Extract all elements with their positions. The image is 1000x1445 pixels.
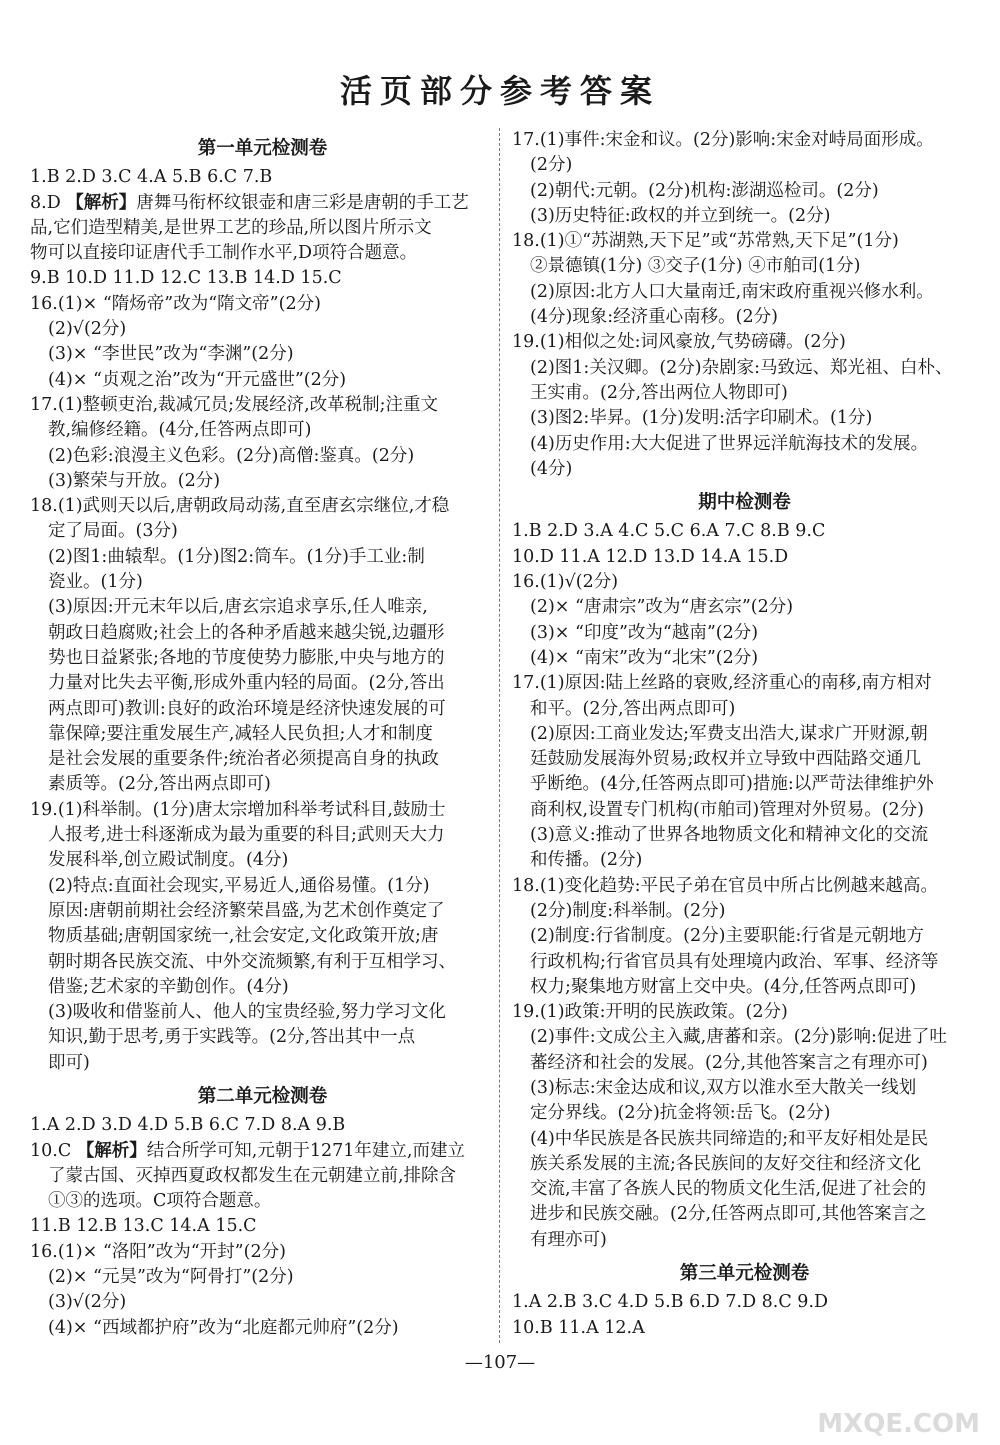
- answer-line: 势也日益紧张;各地的节度使势力膨胀,中央与地方的: [48, 647, 445, 668]
- answer-line: 权力;聚集地方财富上交中央。(4分,任答两点即可): [530, 976, 917, 997]
- answer-line: 进步和民族交融。(2分,任答两点即可,其他答案言之: [530, 1204, 927, 1225]
- answer-line: 了蒙古国、灭掉西夏政权都发生在元朝建立前,排除含: [48, 1165, 457, 1186]
- answer-line: 素质等。(2分,答出两点即可): [48, 774, 271, 795]
- answer-line: 有理亦可): [530, 1229, 607, 1250]
- answer-line: 16.(1)× “洛阳”改为“开封”(2分): [30, 1241, 286, 1262]
- answer-line: 朝政日趋腐败;社会上的各种矛盾越来越尖锐,边疆形: [48, 622, 445, 643]
- answer-line: 教,编修经籍。(4分,任答两点即可): [48, 420, 312, 441]
- analysis-tag: 【解析】: [66, 192, 137, 213]
- left-column: [30, 128, 495, 1348]
- answer-line: (3)图2:毕昇。(1分)发明:活字印刷术。(1分): [530, 408, 873, 429]
- answer-line: 借鉴;艺术家的辛勤创作。(4分): [48, 976, 289, 997]
- answer-line: 物质基础;唐朝国家统一,社会安定,文化政策开放;唐: [48, 926, 439, 947]
- answer-line: 18.(1)变化趋势:平民子弟在官员中所占比例越来越高。: [512, 875, 939, 896]
- answer-number: 10.C: [30, 1140, 77, 1161]
- answer-line: (2分)制度:科举制。(2分): [530, 900, 726, 921]
- section-heading: 第二单元检测卷: [197, 1085, 328, 1107]
- section-heading: 第一单元检测卷: [197, 138, 328, 159]
- answer-line: (2)制度:行省制度。(2分)主要职能:行省是元朝地方: [530, 926, 924, 947]
- answer-line: 是社会发展的重要条件;统治者必须提高自身的执政: [48, 749, 439, 770]
- answer-line: 乎断绝。(4分,任答两点即可)措施:以严苛法律维护外: [530, 774, 934, 795]
- answer-line: (4)× “贞观之治”改为“开元盛世”(2分): [48, 369, 347, 390]
- column-divider: [499, 128, 500, 1343]
- answer-line: (4)× “西域都护府”改为“北庭都元帅府”(2分): [48, 1317, 399, 1338]
- answer-text: 唐舞马衔杯纹银壶和唐三彩是唐朝的手工艺: [136, 192, 469, 213]
- answer-line: 17.(1)原因:陆上丝路的衰败,经济重心的南移,南方相对: [512, 673, 932, 694]
- watermark-text: MXQE.COM: [817, 1409, 980, 1439]
- answer-line: (2)图1:曲辕犁。(1分)图2:筒车。(1分)手工业:制: [48, 546, 425, 567]
- answer-line: 19.(1)科举制。(1分)唐太宗增加科举考试科目,鼓励士: [30, 799, 446, 820]
- answer-line: 1.B 2.D 3.A 4.C 5.C 6.A 7.C 8.B 9.C: [512, 521, 826, 542]
- answer-line: (3)√(2分): [48, 1292, 127, 1313]
- page-number: —107—: [464, 1352, 536, 1373]
- answer-line: (3)吸收和借鉴前人、他人的宝贵经验,努力学习文化: [48, 1002, 446, 1023]
- answer-line: (4)历史作用:大大促进了世界远洋航海技术的发展。: [530, 433, 929, 454]
- answer-line: 王实甫。(2分,答出两位人物即可): [530, 382, 788, 403]
- answer-line: 瓷业。(1分): [48, 572, 143, 593]
- answer-line: 朝时期各民族交流、中外交流频繁,有利于互相学习、: [48, 951, 457, 972]
- answer-line: 行政机构;行省官员具有处理境内政治、军事、经济等: [530, 951, 939, 972]
- answer-line: 发展科举,创立殿试制度。(4分): [48, 850, 289, 871]
- answer-line: (2)事件:文成公主入藏,唐蕃和亲。(2分)影响:促进了吐: [530, 1027, 947, 1048]
- answer-line: 17.(1)事件:宋金和议。(2分)影响:宋金对峙局面形成。: [512, 130, 934, 150]
- answer-line: (4分): [530, 458, 573, 479]
- right-column: [512, 128, 977, 1348]
- page-title: 活页部分参考答案: [339, 72, 660, 110]
- answer-line: 18.(1)①“苏湖熟,天下足”或“苏常熟,天下足”(1分): [512, 231, 899, 252]
- section-heading: 第三单元检测卷: [679, 1263, 810, 1285]
- answer-line: 9.B 10.D 11.D 12.C 13.B 14.D 15.C: [30, 268, 342, 289]
- answer-line: 原因:唐朝前期社会经济繁荣昌盛,为艺术创作奠定了: [48, 900, 445, 921]
- answer-line: ②景德镇(1分) ③交子(1分) ④市舶司(1分): [530, 256, 861, 277]
- answer-line: (3)历史特征:政权的并立到统一。(2分): [530, 205, 831, 226]
- answer-line: 商利权,设置专门机构(市舶司)管理对外贸易。(2分): [530, 799, 925, 820]
- answer-line: (4)中华民族是各民族共同缔造的;和平友好相处是民: [530, 1128, 929, 1149]
- answer-line: 力量对比失去平衡,形成外重内轻的局面。(2分,答出: [48, 673, 445, 694]
- answer-line: 和传播。(2分): [530, 850, 643, 871]
- answer-line: (2)× “元昊”改为“阿骨打”(2分): [48, 1267, 294, 1288]
- answer-line: 即可): [48, 1052, 90, 1073]
- answer-line: (2)色彩:浪漫主义色彩。(2分)高僧:鉴真。(2分): [48, 445, 415, 466]
- answer-line: (2)朝代:元朝。(2分)机构:澎湖巡检司。(2分): [530, 180, 879, 201]
- answer-line: (3)原因:开元末年以后,唐玄宗追求享乐,任人唯亲,: [48, 597, 428, 618]
- answer-line: 靠保障;要注重发展生产,减轻人民负担;人才和制度: [48, 723, 433, 744]
- answer-line: 16.(1)√(2分): [512, 572, 619, 593]
- answer-line: 1.A 2.B 3.C 4.D 5.B 6.D 7.D 8.C 9.D: [512, 1292, 829, 1313]
- answer-line: (3)标志:宋金达成和议,双方以淮水至大散关一线划: [530, 1077, 917, 1098]
- answer-line: 人报考,进士科逐渐成为最为重要的科目;武则天大力: [48, 825, 445, 846]
- answer-line: 19.(1)政策:开明的民族政策。(2分): [512, 1002, 788, 1023]
- answer-line: (2)√(2分): [48, 319, 127, 340]
- answer-line: [30, 191, 495, 216]
- answer-line: 族关系发展的主流;各民族间的友好交往和经济文化: [530, 1153, 921, 1174]
- answer-line: 两点即可)教训:良好的政治环境是经济快速发展的可: [48, 698, 446, 719]
- analysis-tag: 【解析】: [76, 1140, 147, 1161]
- answer-line: 16.(1)× “隋炀帝”改为“隋文帝”(2分): [30, 293, 321, 314]
- answer-line: 1.A 2.D 3.D 4.D 5.B 6.C 7.D 8.A 9.B: [30, 1115, 346, 1136]
- answer-line: 10.B 11.A 12.A: [512, 1317, 645, 1338]
- answer-line: 蕃经济和社会的发展。(2分,其他答案言之有理亦可): [530, 1052, 928, 1073]
- answer-line: 物可以直接印证唐代手工制作水平,D项符合题意。: [30, 243, 418, 264]
- answer-line: (2分): [530, 155, 573, 176]
- answer-line: 交流,丰富了各族人民的物质文化生活,促进了社会的: [530, 1179, 927, 1200]
- answer-line: 品,它们造型精美,是世界工艺的珍品,所以图片所示文: [30, 217, 432, 238]
- answer-text: 结合所学可知,元朝于1271年建立,而建立: [146, 1140, 465, 1161]
- answer-line: 1.B 2.D 3.C 4.A 5.B 6.C 7.B: [30, 167, 273, 188]
- answer-line: (3)意义:推动了世界各地物质文化和精神文化的交流: [530, 825, 929, 846]
- answer-line: (3)× “李世民”改为“李渊”(2分): [48, 344, 294, 365]
- section-heading: 期中检测卷: [698, 492, 791, 514]
- answer-line: (2)原因:工商业发达;军费支出浩大,谋求广开财源,朝: [530, 723, 928, 744]
- answer-line: [30, 1139, 495, 1164]
- answer-line: 18.(1)武则天以后,唐朝政局动荡,直至唐玄宗继位,才稳: [30, 496, 450, 517]
- answer-line: 和平。(2分,答出两点即可): [530, 698, 736, 719]
- answer-line: (2)× “唐肃宗”改为“唐玄宗”(2分): [530, 597, 794, 618]
- answer-line: (2)图1:关汉卿。(2分)杂剧家:马致远、郑光祖、白朴、: [530, 357, 953, 378]
- answer-line: (4)× “南宋”改为“北宋”(2分): [530, 647, 759, 668]
- answer-line: 定分界线。(2分)抗金将领:岳飞。(2分): [530, 1103, 831, 1124]
- answer-line: 11.B 12.B 13.C 14.A 15.C: [30, 1216, 257, 1237]
- answer-line: (2)原因:北方人口大量南迁,南宋政府重视兴修水利。: [530, 281, 934, 302]
- answer-line: (4分)现象:经济重心南移。(2分): [530, 307, 778, 328]
- watermark-logo: [780, 1359, 980, 1439]
- answer-line: 知识,勤于思考,勇于实践等。(2分,答出其中一点: [48, 1027, 416, 1048]
- answer-line: 19.(1)相似之处:词风豪放,气势磅礴。(2分): [512, 332, 846, 353]
- answer-line: 17.(1)整顿吏治,裁减冗员;发展经济,改革税制;注重文: [30, 394, 439, 415]
- answer-number: 8.D: [30, 192, 67, 213]
- answer-line: ①③的选项。C项符合题意。: [48, 1191, 272, 1212]
- answer-line: (3)× “印度”改为“越南”(2分): [530, 622, 759, 643]
- answer-line: 10.D 11.A 12.D 13.D 14.A 15.D: [512, 546, 789, 567]
- answer-line: (2)特点:直面社会现实,平易近人,通俗易懂。(1分): [48, 875, 430, 896]
- answer-line: (3)繁荣与开放。(2分): [48, 470, 221, 491]
- answer-line: 定了局面。(3分): [48, 521, 178, 542]
- answer-line: 廷鼓励发展海外贸易;政权并立导致中西陆路交通几: [530, 749, 921, 770]
